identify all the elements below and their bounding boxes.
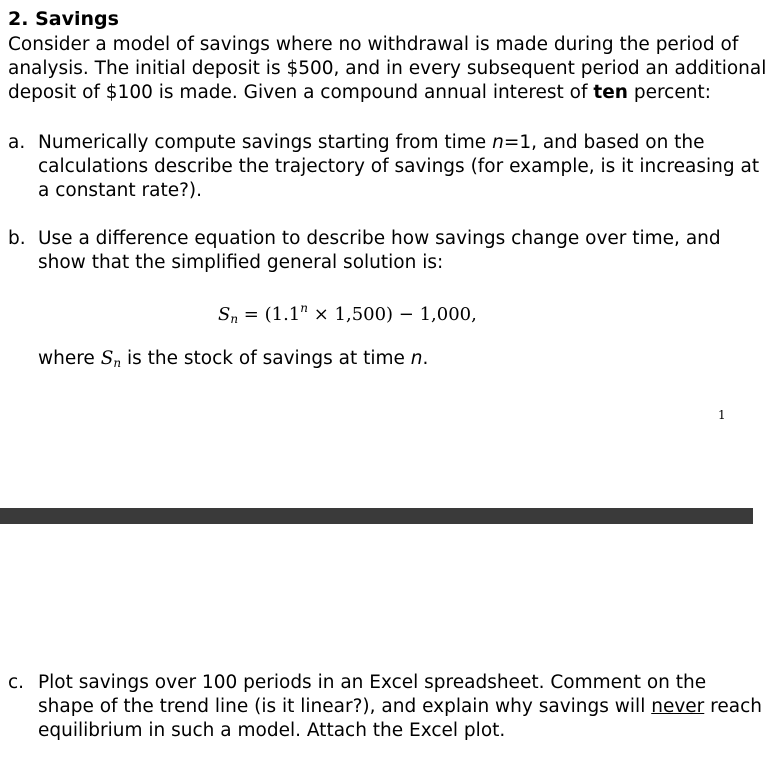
question-c-line-3: equilibrium in such a model. Attach the Excel plot.: [38, 720, 506, 741]
where-s-n: [101, 348, 121, 369]
formula-s: S: [218, 304, 231, 325]
intro-line-3: [8, 81, 748, 105]
page-number: 1: [718, 408, 726, 422]
intro-line-1: Consider a model of savings where no withdrawal is made during the period of: [8, 34, 739, 55]
formula-exp-n: n: [300, 301, 308, 315]
question-b: [8, 227, 748, 275]
where-end: .: [422, 348, 429, 369]
where-pre: where: [38, 348, 101, 369]
question-a-marker: a.: [8, 132, 26, 153]
question-a: [8, 131, 760, 203]
question-c: [8, 671, 762, 743]
intro-bold-ten: ten: [593, 82, 628, 103]
question-c-line-2-pre: shape of the trend line (is it linear?), and explain why savings will: [38, 696, 652, 717]
question-b-line-1: Use a difference equation to describe how savings change over time, and: [38, 228, 721, 249]
where-n: n: [410, 348, 423, 369]
question-a-var-n: n: [492, 132, 504, 153]
page-separator: [0, 508, 753, 524]
intro-line-3-pre: deposit of $100 is made. Given a compound annual interest of: [8, 82, 594, 103]
question-b-line-2: show that the simplified general solution is:: [38, 252, 444, 273]
section-title-text: Savings: [35, 8, 119, 30]
where-sub-n: n: [113, 356, 122, 370]
general-solution-formula: [218, 295, 477, 332]
intro-line-3-post: percent:: [627, 82, 711, 103]
question-a-line-2: calculations describe the trajectory of savings (for example, is it increasing at: [38, 156, 760, 177]
formula-rest: × 1,500) − 1,000,: [308, 304, 477, 325]
where-clause: [38, 347, 428, 375]
where-var-s: S: [100, 348, 114, 369]
intro-line-2: analysis. The initial deposit is $500, and in every subsequent period an additional: [8, 58, 766, 79]
question-b-marker: b.: [8, 228, 26, 249]
where-mid: is the stock of savings at time: [121, 348, 411, 369]
section-number: 2.: [8, 8, 29, 30]
section-title: [8, 7, 119, 31]
question-a-line-1: [38, 131, 748, 155]
question-a-line-3: a constant rate?).: [38, 180, 203, 201]
formula-eq: = (1.1: [238, 304, 301, 325]
question-c-line-1: Plot savings over 100 periods in an Excel spreadsheet. Comment on the: [38, 672, 707, 693]
intro-paragraph: [8, 33, 766, 105]
formula-sub-n: n: [230, 312, 239, 326]
question-c-marker: c.: [8, 672, 25, 693]
question-c-line-2-post: reach: [704, 696, 762, 717]
question-c-line-2: [38, 695, 762, 719]
question-a-line-1-post: =1, and based on the: [503, 132, 705, 153]
question-a-line-1-pre: Numerically compute savings starting from time: [38, 132, 493, 153]
question-c-underlined-never: never: [651, 696, 705, 717]
